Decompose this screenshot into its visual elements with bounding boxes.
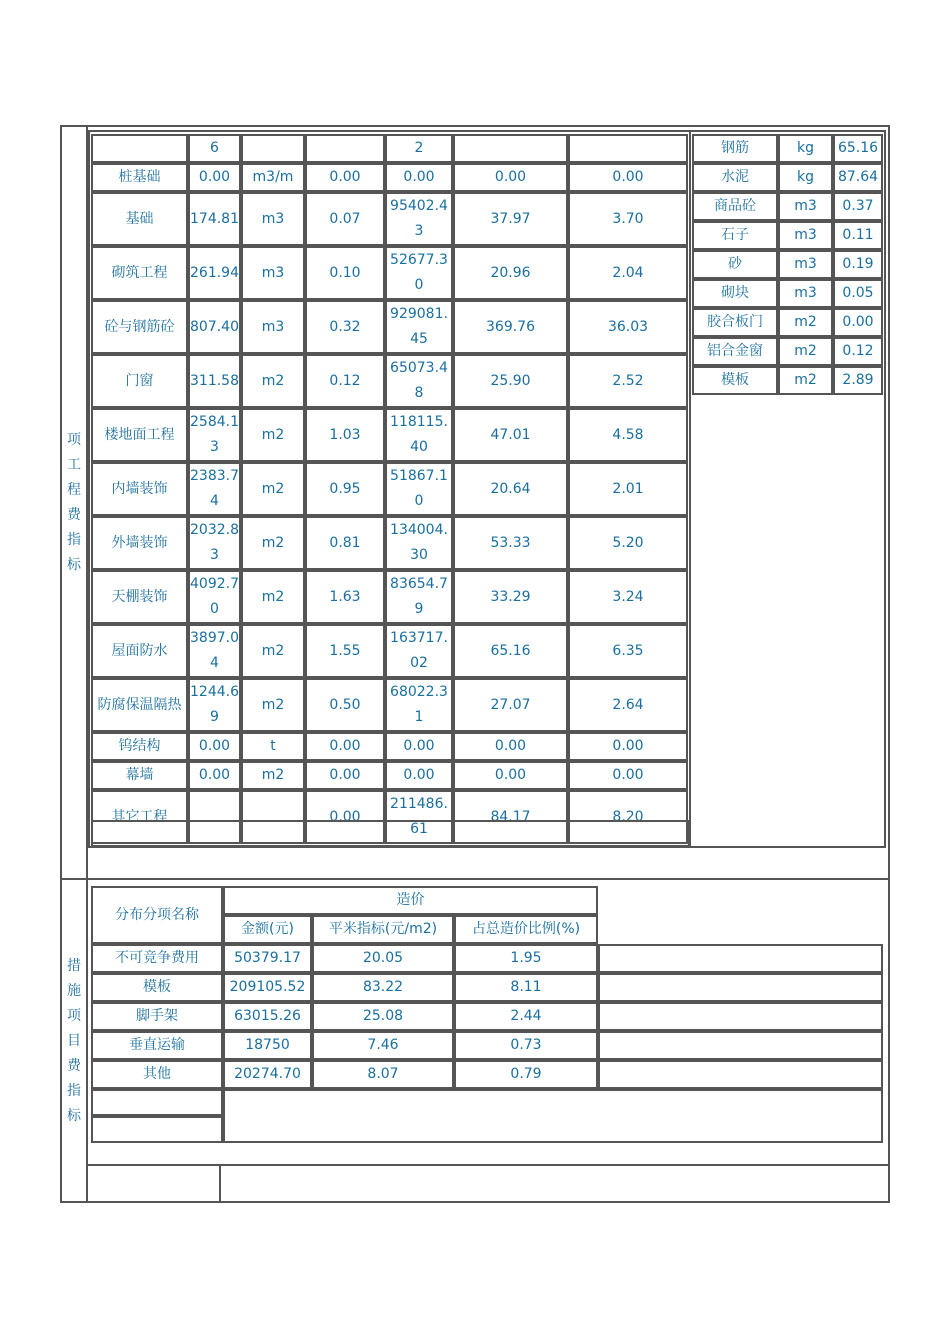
item-per-m2: 20.96 xyxy=(453,246,568,300)
measures-col-amount: 金额(元) xyxy=(223,915,312,944)
measure-percent: 8.11 xyxy=(454,973,598,1002)
material-name: 商品砼 xyxy=(692,192,778,221)
measures-empty-row xyxy=(91,1089,883,1116)
item-ratio: 0.00 xyxy=(305,163,385,192)
material-unit: kg xyxy=(778,163,833,192)
item-percent: 2.04 xyxy=(568,246,688,300)
table-row xyxy=(91,761,688,790)
header-cell: 6 xyxy=(188,134,241,163)
item-unit: m3 xyxy=(241,246,305,300)
table-row xyxy=(91,678,688,732)
measure-per-m2: 83.22 xyxy=(312,973,454,1002)
measure-amount: 50379.17 xyxy=(223,944,312,973)
material-row xyxy=(692,337,883,366)
table-row xyxy=(91,408,688,462)
item-quantity: 0.00 xyxy=(188,163,241,192)
item-amount: 134004.30 xyxy=(385,516,453,570)
item-ratio: 0.12 xyxy=(305,354,385,408)
item-quantity: 311.58 xyxy=(188,354,241,408)
item-unit: m2 xyxy=(241,516,305,570)
item-name: 其它工程 xyxy=(91,790,188,844)
section-label-char: 指 xyxy=(67,532,81,548)
material-row xyxy=(692,250,883,279)
measure-per-m2: 20.05 xyxy=(312,944,454,973)
header-cell xyxy=(91,134,188,163)
material-unit: m3 xyxy=(778,192,833,221)
table-row xyxy=(91,163,688,192)
measure-per-m2: 25.08 xyxy=(312,1002,454,1031)
table-row xyxy=(91,516,688,570)
item-per-m2: 37.97 xyxy=(453,192,568,246)
item-quantity: 261.94 xyxy=(188,246,241,300)
item-ratio: 0.32 xyxy=(305,300,385,354)
measure-blank xyxy=(598,1060,883,1089)
measures-row xyxy=(91,1031,883,1060)
item-percent: 3.24 xyxy=(568,570,688,624)
measure-name: 垂直运输 xyxy=(91,1031,223,1060)
material-value: 0.11 xyxy=(833,221,883,250)
measure-amount: 209105.52 xyxy=(223,973,312,1002)
header-row xyxy=(91,134,688,163)
measures-col-percent: 占总造价比例(%) xyxy=(454,915,598,944)
item-name: 基础 xyxy=(91,192,188,246)
section-label-char: 指 xyxy=(67,1083,81,1099)
section-label-char: 工 xyxy=(67,457,81,473)
item-quantity: 2032.83 xyxy=(188,516,241,570)
measure-name: 模板 xyxy=(91,973,223,1002)
item-unit: m2 xyxy=(241,408,305,462)
measures-header-blank xyxy=(598,886,883,944)
item-amount: 52677.30 xyxy=(385,246,453,300)
section-label-char: 标 xyxy=(67,557,81,573)
item-amount: 68022.31 xyxy=(385,678,453,732)
item-per-m2: 33.29 xyxy=(453,570,568,624)
materials-table xyxy=(692,134,883,395)
item-name: 钨结构 xyxy=(91,732,188,761)
table-row xyxy=(91,354,688,408)
item-percent: 2.64 xyxy=(568,678,688,732)
table-row xyxy=(91,570,688,624)
section-label-char: 标 xyxy=(67,1108,81,1124)
material-row xyxy=(692,134,883,163)
material-row xyxy=(692,279,883,308)
material-name: 铝合金窗 xyxy=(692,337,778,366)
measure-per-m2: 8.07 xyxy=(312,1060,454,1089)
item-percent: 5.20 xyxy=(568,516,688,570)
item-per-m2: 47.01 xyxy=(453,408,568,462)
section-label-char: 费 xyxy=(67,1058,81,1074)
material-name: 胶合板门 xyxy=(692,308,778,337)
item-unit: t xyxy=(241,732,305,761)
item-amount: 211486.61 xyxy=(385,790,453,844)
material-unit: m3 xyxy=(778,221,833,250)
item-name: 外墙装饰 xyxy=(91,516,188,570)
section2-footer-split xyxy=(219,1164,221,1201)
item-amount: 95402.43 xyxy=(385,192,453,246)
section2-bottom-divider xyxy=(86,1164,890,1166)
item-ratio: 0.00 xyxy=(305,761,385,790)
item-amount: 0.00 xyxy=(385,732,453,761)
section-label-char: 目 xyxy=(67,1033,81,1049)
item-quantity: 4092.70 xyxy=(188,570,241,624)
item-name: 防腐保温隔热 xyxy=(91,678,188,732)
item-quantity: 174.81 xyxy=(188,192,241,246)
table-row xyxy=(91,192,688,246)
item-ratio: 1.63 xyxy=(305,570,385,624)
material-row xyxy=(692,308,883,337)
item-quantity: 807.40 xyxy=(188,300,241,354)
header-cell xyxy=(568,134,688,163)
measure-name: 不可竞争费用 xyxy=(91,944,223,973)
material-value: 0.37 xyxy=(833,192,883,221)
measure-blank xyxy=(598,1031,883,1060)
item-unit: m3 xyxy=(241,300,305,354)
measure-percent: 0.73 xyxy=(454,1031,598,1060)
item-name: 内墙装饰 xyxy=(91,462,188,516)
material-value: 87.64 xyxy=(833,163,883,192)
item-unit: m2 xyxy=(241,678,305,732)
material-unit: m2 xyxy=(778,308,833,337)
item-unit: m2 xyxy=(241,761,305,790)
item-ratio: 1.55 xyxy=(305,624,385,678)
material-value: 0.00 xyxy=(833,308,883,337)
item-amount: 0.00 xyxy=(385,761,453,790)
item-ratio: 0.00 xyxy=(305,732,385,761)
header-cell xyxy=(453,134,568,163)
table-row xyxy=(91,624,688,678)
item-percent: 2.52 xyxy=(568,354,688,408)
item-quantity: 0.00 xyxy=(188,732,241,761)
material-name: 砌块 xyxy=(692,279,778,308)
item-percent: 6.35 xyxy=(568,624,688,678)
item-ratio: 0.07 xyxy=(305,192,385,246)
item-percent: 2.01 xyxy=(568,462,688,516)
item-amount: 83654.79 xyxy=(385,570,453,624)
measure-blank xyxy=(598,1002,883,1031)
measure-percent: 0.79 xyxy=(454,1060,598,1089)
measure-amount: 63015.26 xyxy=(223,1002,312,1031)
item-ratio: 0.10 xyxy=(305,246,385,300)
measures-row xyxy=(91,944,883,973)
item-unit: m2 xyxy=(241,624,305,678)
item-name: 幕墙 xyxy=(91,761,188,790)
item-unit: m2 xyxy=(241,570,305,624)
material-unit: kg xyxy=(778,134,833,163)
item-name: 砼与钢筋砼 xyxy=(91,300,188,354)
header-cell xyxy=(305,134,385,163)
material-value: 0.19 xyxy=(833,250,883,279)
material-row xyxy=(692,221,883,250)
item-name: 桩基础 xyxy=(91,163,188,192)
item-per-m2: 53.33 xyxy=(453,516,568,570)
table-row xyxy=(91,732,688,761)
table-row xyxy=(91,462,688,516)
project-cost-table xyxy=(91,134,688,844)
measures-header-row xyxy=(91,886,883,915)
item-ratio: 1.03 xyxy=(305,408,385,462)
item-percent: 4.58 xyxy=(568,408,688,462)
item-name: 天棚装饰 xyxy=(91,570,188,624)
item-percent: 0.00 xyxy=(568,732,688,761)
item-amount: 65073.48 xyxy=(385,354,453,408)
empty-wide-cell xyxy=(223,1089,883,1143)
material-name: 水泥 xyxy=(692,163,778,192)
material-value: 0.05 xyxy=(833,279,883,308)
item-amount: 0.00 xyxy=(385,163,453,192)
item-unit: m2 xyxy=(241,462,305,516)
item-per-m2: 84.17 xyxy=(453,790,568,844)
item-quantity: 0.00 xyxy=(188,761,241,790)
section-label-project-cost xyxy=(62,428,86,578)
item-percent: 3.70 xyxy=(568,192,688,246)
material-name: 石子 xyxy=(692,221,778,250)
item-per-m2: 25.90 xyxy=(453,354,568,408)
item-unit: m3/m xyxy=(241,163,305,192)
item-ratio: 0.81 xyxy=(305,516,385,570)
material-value: 2.89 xyxy=(833,366,883,395)
measures-col-name: 分布分项名称 xyxy=(91,886,223,944)
item-quantity: 3897.04 xyxy=(188,624,241,678)
item-quantity: 2584.13 xyxy=(188,408,241,462)
item-percent: 36.03 xyxy=(568,300,688,354)
measure-percent: 1.95 xyxy=(454,944,598,973)
item-per-m2: 20.64 xyxy=(453,462,568,516)
measure-amount: 20274.70 xyxy=(223,1060,312,1089)
item-percent: 8.20 xyxy=(568,790,688,844)
item-unit: m3 xyxy=(241,192,305,246)
item-percent: 0.00 xyxy=(568,761,688,790)
item-percent: 0.00 xyxy=(568,163,688,192)
item-name: 砌筑工程 xyxy=(91,246,188,300)
item-per-m2: 27.07 xyxy=(453,678,568,732)
item-amount: 118115.40 xyxy=(385,408,453,462)
measures-row xyxy=(91,1002,883,1031)
measure-percent: 2.44 xyxy=(454,1002,598,1031)
table-row xyxy=(91,246,688,300)
material-name: 砂 xyxy=(692,250,778,279)
empty-cell xyxy=(91,1089,223,1116)
measure-amount: 18750 xyxy=(223,1031,312,1060)
measures-col-group: 造价 xyxy=(223,886,598,915)
item-per-m2: 0.00 xyxy=(453,163,568,192)
header-cell: 2 xyxy=(385,134,453,163)
item-per-m2: 369.76 xyxy=(453,300,568,354)
material-row xyxy=(692,163,883,192)
material-unit: m2 xyxy=(778,337,833,366)
item-amount: 163717.02 xyxy=(385,624,453,678)
measures-table xyxy=(91,886,883,1143)
material-row xyxy=(692,192,883,221)
item-ratio: 0.00 xyxy=(305,790,385,844)
material-value: 65.16 xyxy=(833,134,883,163)
empty-cell xyxy=(91,1116,223,1143)
section-label-char: 项 xyxy=(67,1008,81,1024)
item-quantity: 1244.69 xyxy=(188,678,241,732)
section-label-char: 费 xyxy=(67,507,81,523)
item-ratio: 0.95 xyxy=(305,462,385,516)
item-name: 屋面防水 xyxy=(91,624,188,678)
section-label-char: 项 xyxy=(67,432,81,448)
section1-split-line xyxy=(689,132,691,848)
measures-col-per-m2: 平米指标(元/m2) xyxy=(312,915,454,944)
item-name: 楼地面工程 xyxy=(91,408,188,462)
material-unit: m3 xyxy=(778,250,833,279)
measures-row xyxy=(91,1060,883,1089)
item-per-m2: 65.16 xyxy=(453,624,568,678)
item-per-m2: 0.00 xyxy=(453,732,568,761)
section-label-measure-cost xyxy=(62,954,86,1129)
section-label-char: 施 xyxy=(67,983,81,999)
measure-blank xyxy=(598,944,883,973)
measure-name: 脚手架 xyxy=(91,1002,223,1031)
measures-row xyxy=(91,973,883,1002)
item-per-m2: 0.00 xyxy=(453,761,568,790)
material-unit: m3 xyxy=(778,279,833,308)
item-name: 门窗 xyxy=(91,354,188,408)
material-name: 模板 xyxy=(692,366,778,395)
material-value: 0.12 xyxy=(833,337,883,366)
item-ratio: 0.50 xyxy=(305,678,385,732)
item-amount: 51867.10 xyxy=(385,462,453,516)
section-label-char: 程 xyxy=(67,482,81,498)
material-name: 钢筋 xyxy=(692,134,778,163)
main-table-blank-row xyxy=(91,820,690,847)
table-row xyxy=(91,300,688,354)
item-quantity: 2383.74 xyxy=(188,462,241,516)
section-label-char: 措 xyxy=(67,958,81,974)
section-divider xyxy=(60,878,890,880)
measure-blank xyxy=(598,973,883,1002)
item-unit: m2 xyxy=(241,354,305,408)
header-cell xyxy=(241,134,305,163)
measure-per-m2: 7.46 xyxy=(312,1031,454,1060)
item-amount: 929081.45 xyxy=(385,300,453,354)
material-unit: m2 xyxy=(778,366,833,395)
measure-name: 其他 xyxy=(91,1060,223,1089)
material-row xyxy=(692,366,883,395)
